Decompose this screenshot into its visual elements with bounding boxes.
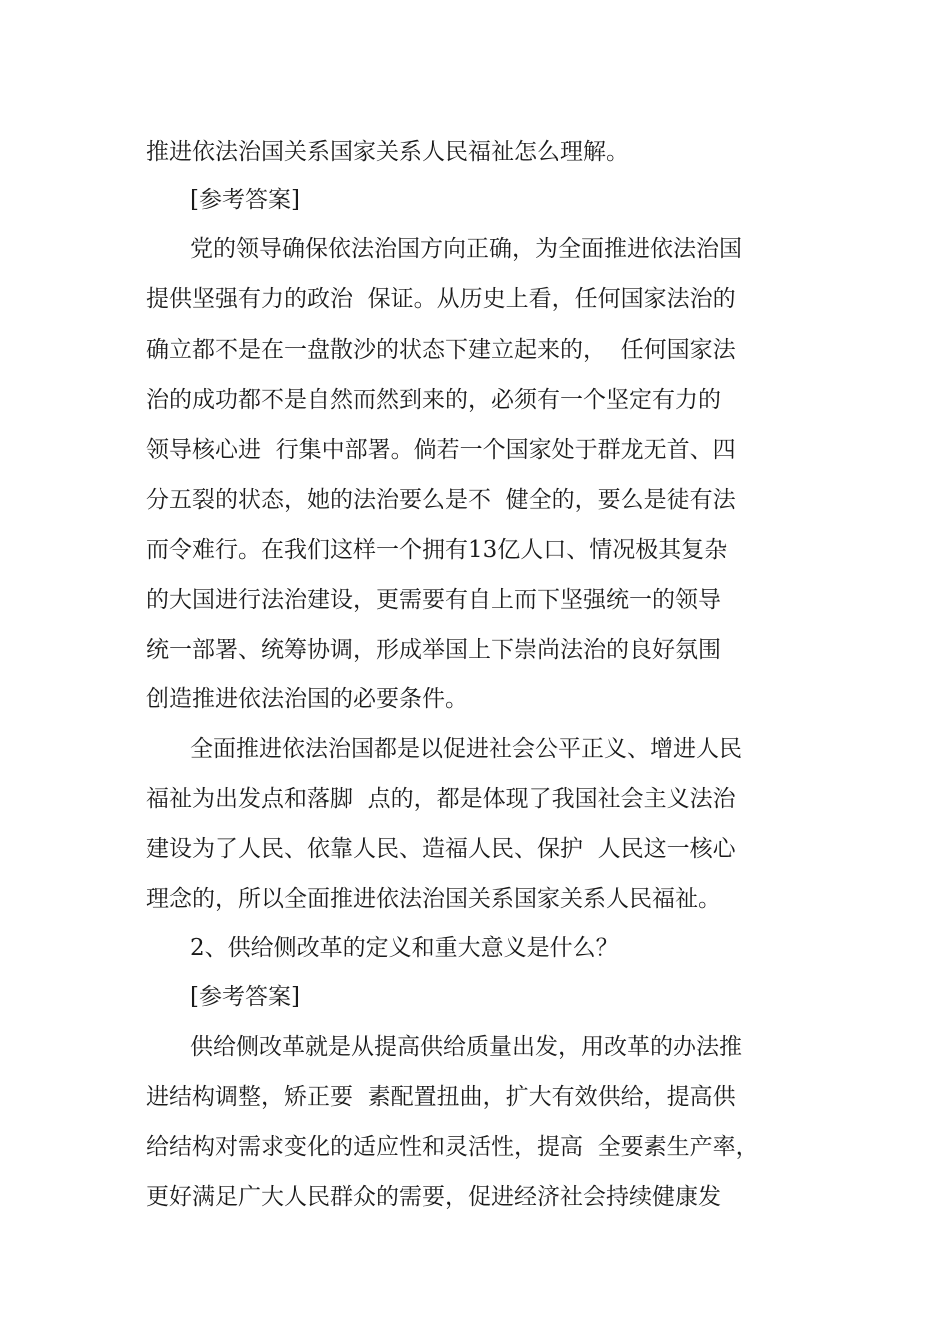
text-line: 建设为了人民、依靠人民、造福人民、保护 人民这一核心 [146,836,736,862]
text-line: 提供坚强有力的政治 保证。从历史上看，任何国家法治的 [146,286,736,312]
text-line: 进结构调整，矫正要 素配置扭曲，扩大有效供给，提高供 [146,1084,736,1110]
text-line: 分五裂的状态，她的法治要么是不 健全的，要么是徒有法 [146,487,736,513]
text-line: 更好满足广大人民群众的需要，促进经济社会持续健康发 [146,1184,721,1210]
text-line: 供给侧改革就是从提高供给质量出发，用改革的办法推 [190,1034,742,1060]
text-line: 确立都不是在一盘散沙的状态下建立起来的， 任何国家法 [146,337,736,363]
text-line: 推进依法治国关系国家关系人民福祉怎么理解。 [146,139,629,165]
text-line: 理念的，所以全面推进依法治国关系国家关系人民福祉。 [146,886,721,912]
text-line: 创造推进依法治国的必要条件。 [146,686,468,712]
text-line: 领导核心进 行集中部署。倘若一个国家处于群龙无首、四 [146,437,736,463]
question-heading: 2、供给侧改革的定义和重大意义是什么？ [190,935,619,961]
answer-heading: [参考答案] [190,984,300,1010]
text-line: 治的成功都不是自然而然到来的，必须有一个坚定有力的 [146,387,721,413]
text-line: 统一部署、统筹协调，形成举国上下崇尚法治的良好氛围 [146,637,721,663]
answer-heading: [参考答案] [190,187,300,213]
text-line: 全面推进依法治国都是以促进社会公平正义、增进人民 [190,736,742,762]
text-line: 给结构对需求变化的适应性和灵活性，提高 全要素生产率， [146,1134,759,1160]
text-line: 福祉为出发点和落脚 点的，都是体现了我国社会主义法治 [146,786,736,812]
text-line: 党的领导确保依法治国方向正确，为全面推进依法治国 [190,236,742,262]
text-line: 的大国进行法治建设，更需要有自上而下坚强统一的领导 [146,587,721,613]
text-line: 而令难行。在我们这样一个拥有13亿人口、情况极其复杂 [146,537,728,563]
